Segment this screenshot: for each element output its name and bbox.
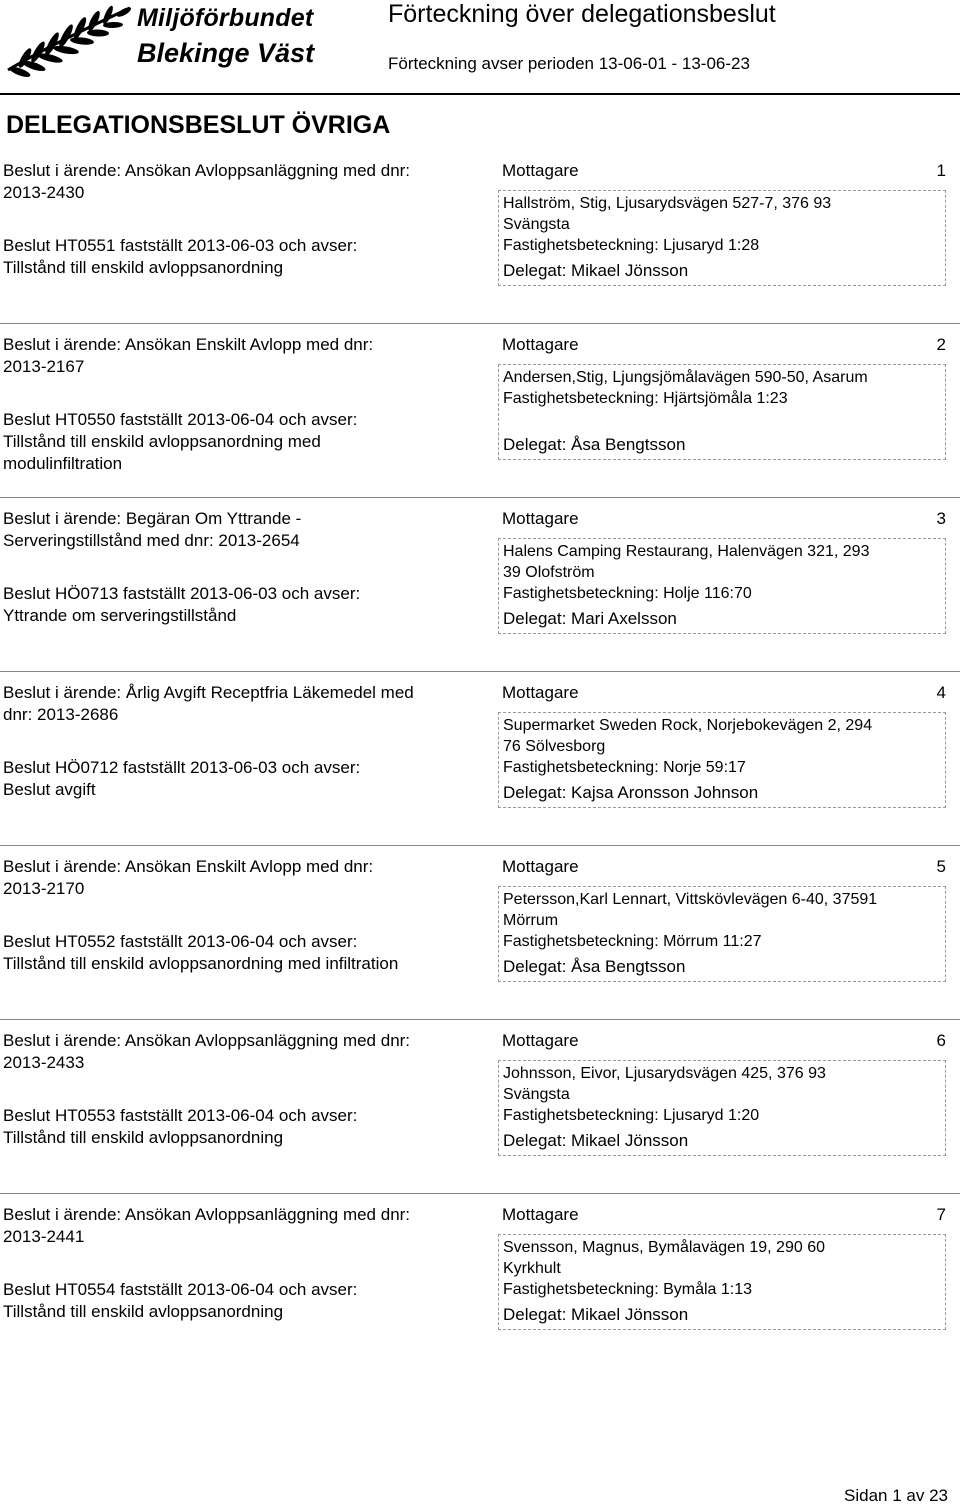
recipient-label: Mottagare bbox=[502, 1031, 579, 1050]
subject-line-1: Tillstånd till enskild avloppsanordning bbox=[3, 1128, 284, 1147]
item-divider bbox=[0, 671, 960, 672]
address-line-2: Svängsta bbox=[503, 216, 570, 233]
item-divider bbox=[0, 497, 960, 498]
decision-details bbox=[3, 160, 473, 279]
decision-line: Beslut HT0552 fastställt 2013-06-04 och avser: bbox=[3, 932, 358, 951]
section-title: DELEGATIONSBESLUT ÖVRIGA bbox=[6, 111, 391, 139]
property-designation: Fastighetsbeteckning: Norje 59:17 bbox=[503, 759, 746, 776]
header-divider bbox=[0, 93, 960, 95]
item-number: 7 bbox=[936, 1205, 946, 1224]
address-box bbox=[498, 886, 946, 982]
recipient-details bbox=[502, 856, 946, 982]
item-divider bbox=[0, 1193, 960, 1194]
decision-details bbox=[3, 508, 473, 627]
address-box bbox=[498, 190, 946, 286]
address-line-2: 76 Sölvesborg bbox=[503, 738, 606, 755]
recipient-details bbox=[502, 508, 946, 634]
logo-line1: Miljöförbundet bbox=[137, 4, 314, 32]
decision-details bbox=[3, 1204, 473, 1323]
item-number: 1 bbox=[936, 161, 946, 180]
decision-item bbox=[0, 856, 960, 1016]
decision-details bbox=[3, 856, 473, 975]
property-designation: Fastighetsbeteckning: Ljusaryd 1:20 bbox=[503, 1107, 760, 1124]
delegate: Delegat: Åsa Bengtsson bbox=[503, 435, 686, 454]
item-number: 2 bbox=[936, 335, 946, 354]
decision-item bbox=[0, 1204, 960, 1364]
document-title: Förteckning över delegationsbeslut bbox=[388, 0, 776, 28]
subject-line-1: Tillstånd till enskild avloppsanordning med infiltration bbox=[3, 954, 399, 973]
item-divider bbox=[0, 845, 960, 846]
decision-item bbox=[0, 160, 960, 320]
case-line-2: 2013-2430 bbox=[3, 183, 85, 202]
address-line-2: 39 Olofström bbox=[503, 564, 595, 581]
delegate: Delegat: Kajsa Aronsson Johnson bbox=[503, 783, 759, 802]
recipient-label: Mottagare bbox=[502, 161, 579, 180]
logo-line2: Blekinge Väst bbox=[137, 38, 315, 68]
case-line-2: Serveringstillstånd med dnr: 2013-2654 bbox=[3, 531, 300, 550]
decision-line: Beslut HÖ0712 fastställt 2013-06-03 och avser: bbox=[3, 758, 361, 777]
address-line-2: Fastighetsbeteckning: Hjärtsjömåla 1:23 bbox=[503, 390, 788, 407]
recipient-details bbox=[502, 1204, 946, 1330]
case-line-2: 2013-2433 bbox=[3, 1053, 85, 1072]
decision-line: Beslut HT0551 fastställt 2013-06-03 och avser: bbox=[3, 236, 358, 255]
case-line-2: dnr: 2013-2686 bbox=[3, 705, 119, 724]
case-line-1: Beslut i ärende: Begäran Om Yttrande - bbox=[3, 509, 302, 528]
address-line-1: Andersen,Stig, Ljungsjömålavägen 590-50, Asarum bbox=[503, 369, 868, 386]
item-number: 4 bbox=[936, 683, 946, 702]
recipient-details bbox=[502, 682, 946, 808]
address-line-2: Svängsta bbox=[503, 1086, 570, 1103]
delegate: Delegat: Mikael Jönsson bbox=[503, 1305, 689, 1324]
item-divider bbox=[0, 323, 960, 324]
property-designation: Fastighetsbeteckning: Bymåla 1:13 bbox=[503, 1281, 753, 1298]
address-line-1: Svensson, Magnus, Bymålavägen 19, 290 60 bbox=[503, 1239, 825, 1256]
recipient-details bbox=[502, 160, 946, 286]
delegate: Delegat: Mikael Jönsson bbox=[503, 1131, 689, 1150]
decision-item bbox=[0, 1030, 960, 1190]
recipient-details bbox=[502, 1030, 946, 1156]
subject-line-2: modulinfiltration bbox=[3, 454, 123, 473]
address-box bbox=[498, 364, 946, 460]
logo bbox=[0, 0, 370, 80]
recipient-label: Mottagare bbox=[502, 683, 579, 702]
item-number: 3 bbox=[936, 509, 946, 528]
property-designation: Fastighetsbeteckning: Mörrum 11:27 bbox=[503, 933, 762, 950]
decision-details bbox=[3, 682, 473, 801]
case-line-1: Beslut i ärende: Årlig Avgift Receptfria Läkemedel med bbox=[3, 683, 414, 702]
address-line-2: Mörrum bbox=[503, 912, 559, 929]
decision-item bbox=[0, 334, 960, 494]
recipient-label: Mottagare bbox=[502, 857, 579, 876]
decision-item bbox=[0, 682, 960, 842]
address-box bbox=[498, 712, 946, 808]
decision-line: Beslut HT0550 fastställt 2013-06-04 och avser: bbox=[3, 410, 358, 429]
recipient-label: Mottagare bbox=[502, 1205, 579, 1224]
laurel-leaf-icon bbox=[0, 0, 135, 80]
decision-details bbox=[3, 1030, 473, 1149]
subject-line-1: Tillstånd till enskild avloppsanordning med bbox=[3, 432, 321, 451]
decision-details bbox=[3, 334, 473, 475]
address-line-1: Supermarket Sweden Rock, Norjebokevägen 2, 294 bbox=[503, 717, 873, 734]
subject-line-1: Yttrande om serveringstillstånd bbox=[3, 606, 237, 625]
recipient-label: Mottagare bbox=[502, 335, 579, 354]
case-line-1: Beslut i ärende: Ansökan Avloppsanläggning med dnr: bbox=[3, 1205, 411, 1224]
subject-line-1: Tillstånd till enskild avloppsanordning bbox=[3, 258, 284, 277]
page-number: Sidan 1 av 23 bbox=[844, 1486, 948, 1505]
address-box bbox=[498, 1234, 946, 1330]
case-line-2: 2013-2167 bbox=[3, 357, 85, 376]
decision-line: Beslut HT0554 fastställt 2013-06-04 och avser: bbox=[3, 1280, 358, 1299]
case-line-1: Beslut i ärende: Ansökan Enskilt Avlopp med dnr: bbox=[3, 335, 374, 354]
address-line-1: Johnsson, Eivor, Ljusarydsvägen 425, 376 93 bbox=[503, 1065, 826, 1082]
case-line-1: Beslut i ärende: Ansökan Avloppsanläggning med dnr: bbox=[3, 161, 411, 180]
case-line-1: Beslut i ärende: Ansökan Enskilt Avlopp med dnr: bbox=[3, 857, 374, 876]
case-line-2: 2013-2170 bbox=[3, 879, 85, 898]
subject-line-1: Tillstånd till enskild avloppsanordning bbox=[3, 1302, 284, 1321]
address-box bbox=[498, 538, 946, 634]
delegate: Delegat: Åsa Bengtsson bbox=[503, 957, 686, 976]
document-subtitle: Förteckning avser perioden 13-06-01 - 13-06-23 bbox=[388, 54, 750, 73]
item-number: 6 bbox=[936, 1031, 946, 1050]
address-line-1: Hallström, Stig, Ljusarydsvägen 527-7, 376 93 bbox=[503, 195, 832, 212]
decision-line: Beslut HT0553 fastställt 2013-06-04 och avser: bbox=[3, 1106, 358, 1125]
subject-line-1: Beslut avgift bbox=[3, 780, 96, 799]
property-designation: Fastighetsbeteckning: Holje 116:70 bbox=[503, 585, 752, 602]
delegate: Delegat: Mikael Jönsson bbox=[503, 261, 689, 280]
property-designation: Fastighetsbeteckning: Ljusaryd 1:28 bbox=[503, 237, 760, 254]
recipient-label: Mottagare bbox=[502, 509, 579, 528]
item-number: 5 bbox=[936, 857, 946, 876]
item-divider bbox=[0, 1019, 960, 1020]
address-box bbox=[498, 1060, 946, 1156]
decision-line: Beslut HÖ0713 fastställt 2013-06-03 och avser: bbox=[3, 584, 361, 603]
address-line-1: Petersson,Karl Lennart, Vittskövlevägen 6-40, 37591 bbox=[503, 891, 878, 908]
case-line-2: 2013-2441 bbox=[3, 1227, 85, 1246]
case-line-1: Beslut i ärende: Ansökan Avloppsanläggning med dnr: bbox=[3, 1031, 411, 1050]
decision-item bbox=[0, 508, 960, 668]
recipient-details bbox=[502, 334, 946, 460]
delegate: Delegat: Mari Axelsson bbox=[503, 609, 677, 628]
address-line-2: Kyrkhult bbox=[503, 1260, 561, 1277]
address-line-1: Halens Camping Restaurang, Halenvägen 321, 293 bbox=[503, 543, 870, 560]
